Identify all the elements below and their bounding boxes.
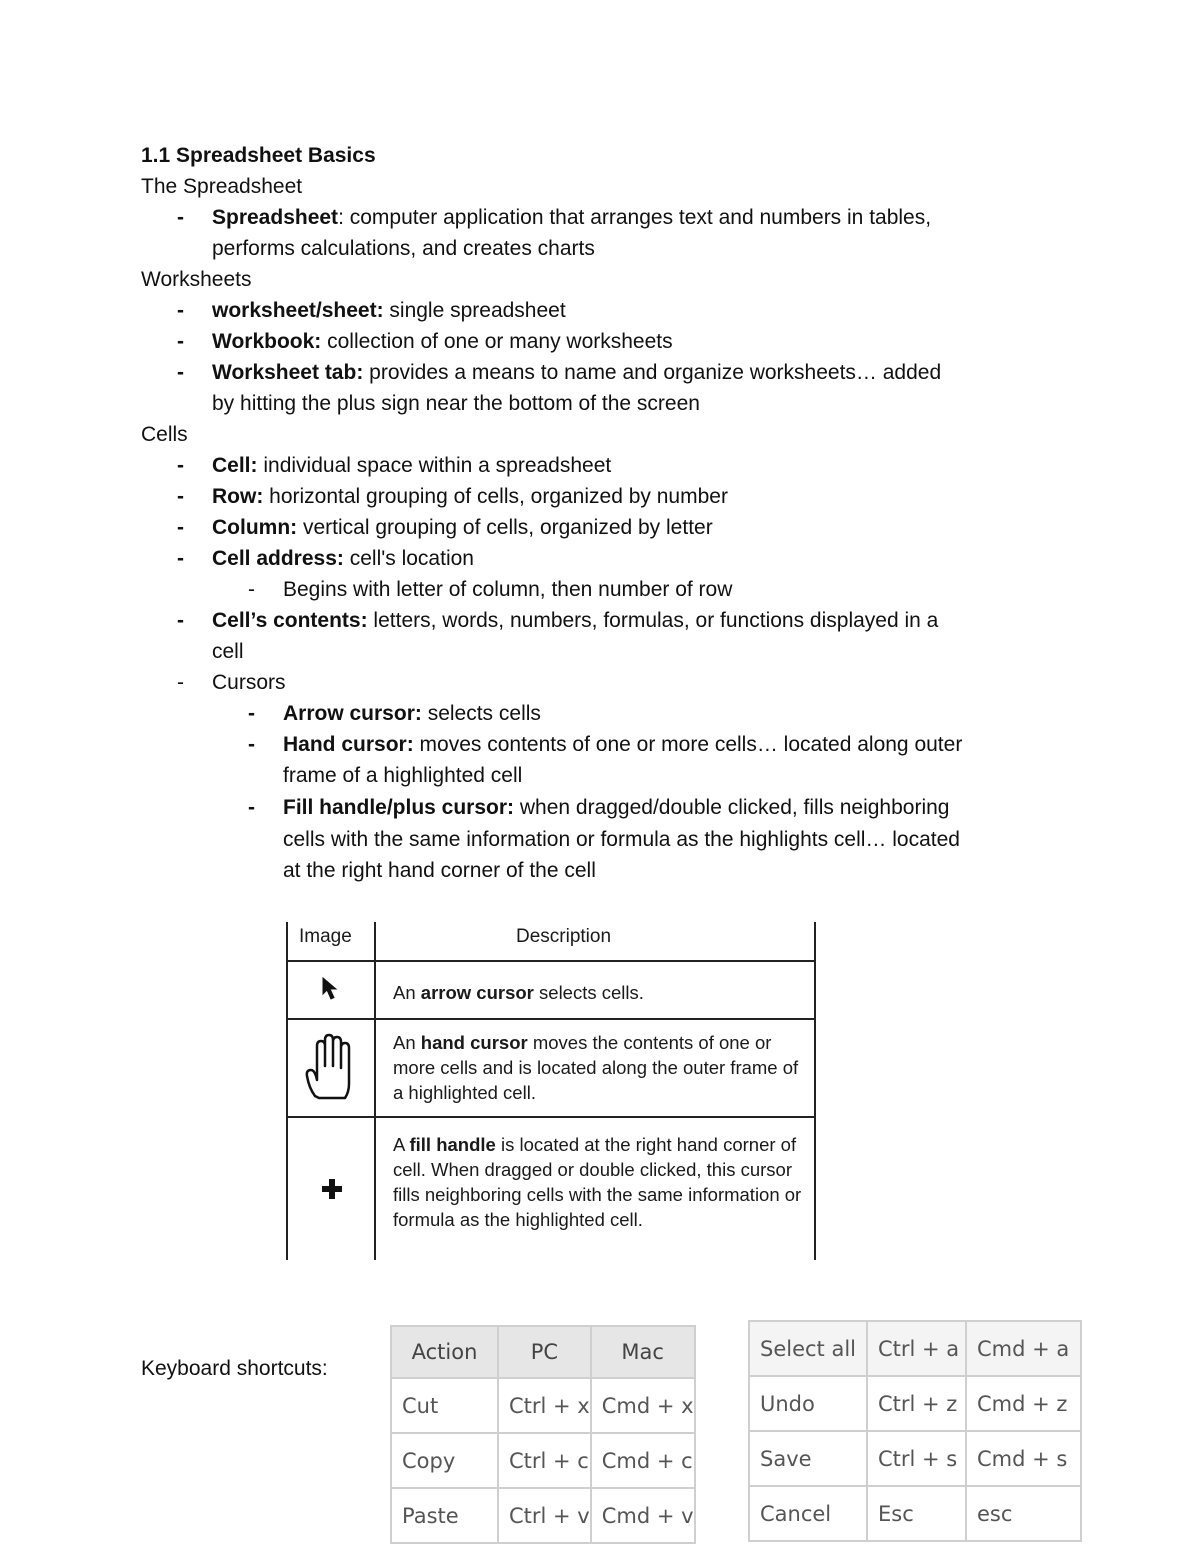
bullet-cell xyxy=(212,450,611,481)
table-row xyxy=(749,1431,1081,1486)
def-cells-contents: letters, words, numbers, formulas, or functions displayed in a xyxy=(367,609,939,632)
cell-action: Cancel xyxy=(749,1486,867,1541)
table-row xyxy=(749,1486,1081,1541)
bullet-dash: - xyxy=(177,547,184,570)
table-row xyxy=(391,1433,695,1488)
bullet-fill-cursor xyxy=(283,792,949,823)
cell-mac: Cmd + x xyxy=(591,1378,695,1433)
def-worksheet: single spreadsheet xyxy=(383,299,566,322)
cell-pc: Ctrl + x xyxy=(498,1378,591,1433)
bullet-dash: - xyxy=(177,516,184,539)
bullet-dash: - xyxy=(177,671,184,694)
cell-mac: Cmd + c xyxy=(591,1433,695,1488)
cell-pc: Ctrl + z xyxy=(867,1376,966,1431)
desc-text: selects cells. xyxy=(533,982,644,1003)
desc-text: A xyxy=(393,1134,410,1155)
term-cell-address: Cell address: xyxy=(212,547,344,570)
def-worksheet-tab: provides a means to name and organize worksheets… added xyxy=(363,361,942,384)
cell-action: Save xyxy=(749,1431,867,1486)
cell-mac: Cmd + s xyxy=(966,1431,1081,1486)
cell-pc: Ctrl + s xyxy=(867,1431,966,1486)
bullet-arrow-cursor xyxy=(283,698,541,729)
cell-pc: Ctrl + v xyxy=(498,1488,591,1543)
table-row xyxy=(391,1488,695,1543)
header-action: Action xyxy=(391,1326,498,1378)
bullet-cursors: Cursors xyxy=(212,671,286,694)
term-worksheet-tab: Worksheet tab: xyxy=(212,361,364,384)
def-hand-cursor: moves contents of one or more cells… located along outer xyxy=(413,733,963,756)
bullet-dash: - xyxy=(248,733,255,756)
def-workbook: collection of one or many worksheets xyxy=(321,330,673,353)
def-worksheet-tab-cont: by hitting the plus sign near the bottom of the screen xyxy=(212,392,700,415)
bullet-dash: - xyxy=(177,330,184,353)
desc-fill-handle xyxy=(393,1132,813,1232)
bullet-worksheet xyxy=(212,295,566,326)
bullet-worksheet-tab xyxy=(212,357,941,388)
table-header-row xyxy=(391,1326,695,1378)
cell-mac: Cmd + a xyxy=(966,1321,1081,1376)
plus-cursor-icon xyxy=(288,1118,376,1260)
cell-action: Undo xyxy=(749,1376,867,1431)
bullet-spreadsheet xyxy=(212,202,931,233)
bullet-row xyxy=(212,481,728,512)
keyboard-shortcuts-label: Keyboard shortcuts: xyxy=(141,1357,328,1380)
term-cells-contents: Cell’s contents: xyxy=(212,609,368,632)
def-fill-cursor-cont1: cells with the same information or formula as the highlights cell… located xyxy=(283,828,960,851)
def-fill-cursor-cont2: at the right hand corner of the cell xyxy=(283,859,596,882)
desc-text: An xyxy=(393,1032,421,1053)
def-row: horizontal grouping of cells, organized by number xyxy=(263,485,728,508)
bullet-dash: - xyxy=(177,454,184,477)
term-spreadsheet: Spreadsheet xyxy=(212,206,339,229)
def-cell: individual space within a spreadsheet xyxy=(257,454,612,477)
cell-mac: Cmd + v xyxy=(591,1488,695,1543)
term-arrow-cursor: Arrow cursor: xyxy=(283,702,422,725)
cell-pc: Ctrl + a xyxy=(867,1321,966,1376)
term-hand-cursor: Hand cursor: xyxy=(283,733,414,756)
header-description: Description xyxy=(516,926,612,947)
term-worksheet: worksheet/sheet: xyxy=(212,299,384,322)
sub-cell-address: Begins with letter of column, then number of row xyxy=(283,578,733,601)
def-spreadsheet-cont: performs calculations, and creates charts xyxy=(212,237,595,260)
desc-bold: hand cursor xyxy=(420,1032,528,1053)
term-row: Row: xyxy=(212,485,264,508)
desc-text: is located at the right hand corner of cell. When dragged or double clicked, this cursor fills neighboring cells with the same information or formula as the highlighted cell. xyxy=(393,1134,802,1230)
term-cell: Cell: xyxy=(212,454,258,477)
cell-action: Copy xyxy=(391,1433,498,1488)
def-fill-cursor: when dragged/double clicked, fills neighboring xyxy=(514,796,950,819)
cell-action: Select all xyxy=(749,1321,867,1376)
shortcut-table-left xyxy=(390,1325,696,1544)
bullet-column xyxy=(212,512,713,543)
desc-bold: fill handle xyxy=(409,1134,496,1155)
table-row xyxy=(749,1376,1081,1431)
header-pc: PC xyxy=(498,1326,591,1378)
bullet-cell-address xyxy=(212,543,474,574)
bullet-dash: - xyxy=(248,702,255,725)
section-heading-spreadsheet: The Spreadsheet xyxy=(141,175,303,198)
bullet-workbook xyxy=(212,326,673,357)
desc-text: An xyxy=(393,982,421,1003)
def-column: vertical grouping of cells, organized by letter xyxy=(297,516,713,539)
bullet-cells-contents xyxy=(212,605,938,636)
desc-bold: arrow cursor xyxy=(420,982,534,1003)
bullet-hand-cursor xyxy=(283,729,962,760)
table-border xyxy=(814,922,816,1260)
desc-text: moves the contents of one or more cells and is located along the outer frame of a highlighted cell. xyxy=(393,1032,799,1103)
cell-action: Paste xyxy=(391,1488,498,1543)
bullet-dash: - xyxy=(177,609,184,632)
bullet-dash: - xyxy=(248,578,255,601)
cell-mac: esc xyxy=(966,1486,1081,1541)
bullet-dash: - xyxy=(177,361,184,384)
term-column: Column: xyxy=(212,516,298,539)
desc-arrow-cursor xyxy=(393,980,813,1005)
bullet-dash: - xyxy=(177,485,184,508)
section-heading-worksheets: Worksheets xyxy=(141,268,252,291)
bullet-dash: - xyxy=(177,299,184,322)
cell-pc: Ctrl + c xyxy=(498,1433,591,1488)
cursor-table xyxy=(286,922,816,1260)
arrow-cursor-icon xyxy=(288,962,376,1018)
cell-action: Cut xyxy=(391,1378,498,1433)
header-image: Image xyxy=(299,926,352,947)
term-workbook: Workbook: xyxy=(212,330,322,353)
def-cell-address: cell's location xyxy=(343,547,474,570)
cell-mac: Cmd + z xyxy=(966,1376,1081,1431)
table-row xyxy=(391,1378,695,1433)
page-title: 1.1 Spreadsheet Basics xyxy=(141,144,376,167)
term-fill-cursor: Fill handle/plus cursor: xyxy=(283,796,515,819)
def-arrow-cursor: selects cells xyxy=(421,702,541,725)
def-cells-contents-cont: cell xyxy=(212,640,244,663)
shortcut-table-right xyxy=(748,1320,1082,1542)
desc-hand-cursor xyxy=(393,1030,813,1105)
table-row xyxy=(749,1321,1081,1376)
hand-cursor-icon xyxy=(288,1020,376,1116)
bullet-dash: - xyxy=(248,796,255,819)
bullet-dash: - xyxy=(177,206,184,229)
section-heading-cells: Cells xyxy=(141,423,188,446)
cell-pc: Esc xyxy=(867,1486,966,1541)
header-mac: Mac xyxy=(591,1326,695,1378)
def-hand-cursor-cont: frame of a highlighted cell xyxy=(283,764,523,787)
def-spreadsheet: : computer application that arranges text and numbers in tables, xyxy=(338,206,932,229)
